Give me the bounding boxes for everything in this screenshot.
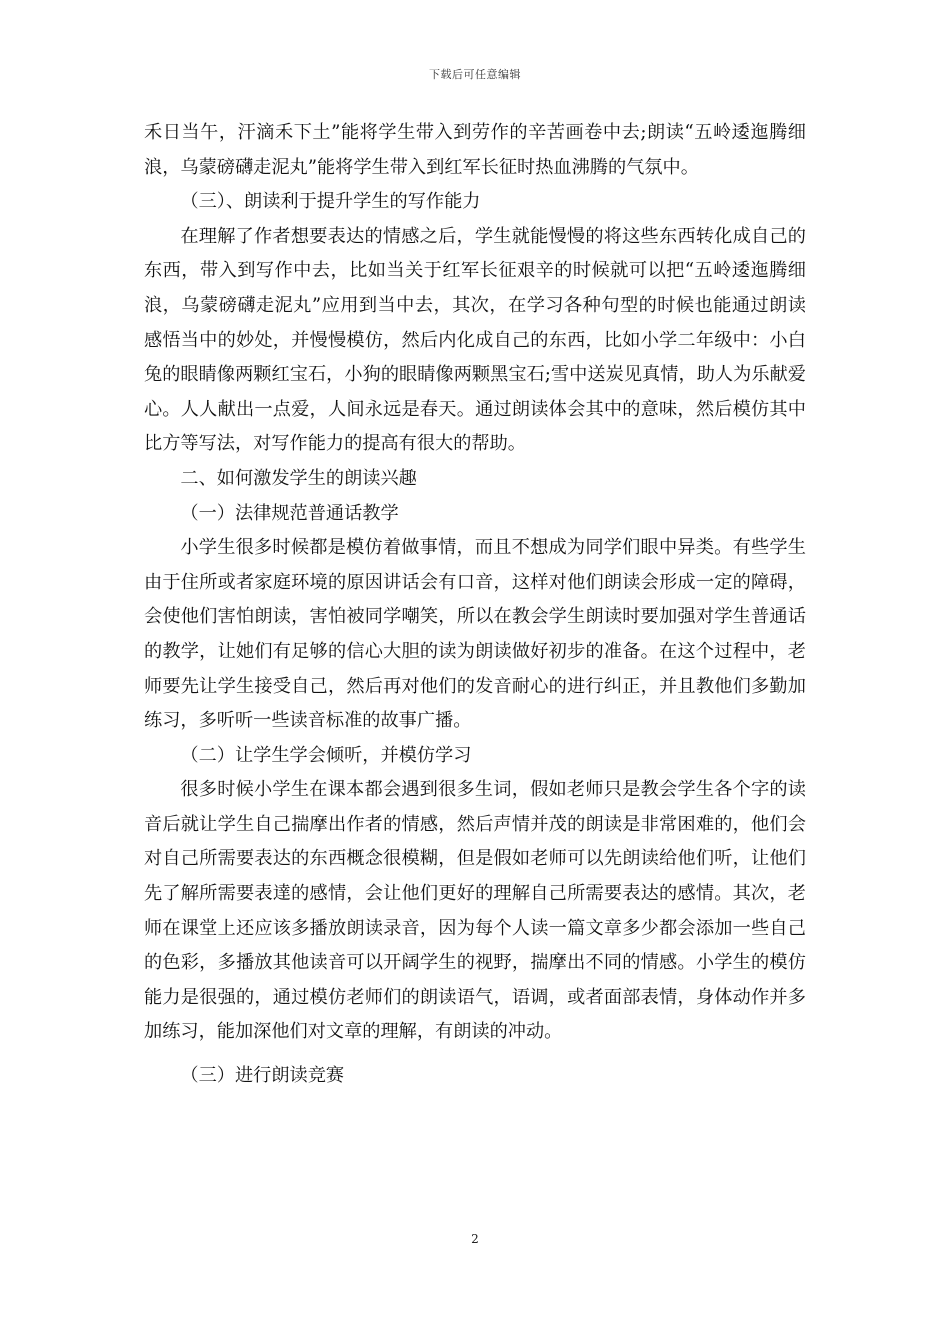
paragraph: 很多时候小学生在课本都会遇到很多生词，假如老师只是教会学生各个字的读音后就让学生自己揣摩出作者的情感，然后声情并茂的朗读是非常困难的，他们会对自己所需要表达的东西概念很模糊，但是假如老师可以先朗读给他们听，让他们先了解所需要表達的感情，会让他们更好的理解自己所需要表达的感情。其次，老师在课堂上还应该多播放朗读录音，因为每个人读一篇文章多少都会添加一些自己的色彩，多播放其他读音可以开阔学生的视野，揣摩出不同的情感。小学生的模仿能力是很强的，通过模仿老师们的朗读语气，语调，或者面部表情，身体动作并多加练习，能加深他们对文章的理解，有朗读的冲动。 xyxy=(144,779,806,1043)
section-heading: （三）、朗读利于提升学生的写作能力 xyxy=(180,191,481,213)
paragraph-continuation: 禾日当午，汗滴禾下土”能将学生带入到劳作的辛苦画卷中去;朗读“五岭逶迤腾细浪，乌蒙磅礴走泥丸”能将学生带入到红军长征时热血沸腾的气氛中。 xyxy=(144,122,806,178)
section-heading: 二、如何激发学生的朗读兴趣 xyxy=(180,467,417,489)
page-number: 2 xyxy=(471,1232,479,1246)
paragraph: 在理解了作者想要表达的情感之后，学生就能慢慢的将这些东西转化成自己的东西，带入到写作中去，比如当关于红军长征艰辛的时候就可以把“五岭逶迤腾细浪，乌蒙磅礴走泥丸”应用到当中去，其次，在学习各种句型的时候也能通过朗读感悟当中的妙处，并慢慢模仿，然后内化成自己的东西，比如小学二年级中：小白兔的眼睛像两颗红宝石，小狗的眼睛像两颗黑宝石;雪中送炭见真情，助人为乐献爱心。人人献出一点爱，人间永远是春天。通过朗读体会其中的意味，然后模仿其中比方等写法，对写作能力的提高有很大的帮助。 xyxy=(144,225,806,455)
paragraph: 小学生很多时候都是模仿着做事情，而且不想成为同学们眼中异类。有些学生由于住所或者家庭环境的原因讲话会有口音，这样对他们朗读会形成一定的障碍，会使他们害怕朗读，害怕被同学嘲笑，所以在教会学生朗读时要加强对学生普通话的教学，让她们有足够的信心大胆的读为朗读做好初步的准备。在这个过程中，老师要先让学生接受自己，然后再对他们的发音耐心的进行纠正，并且教他们多勤加练习，多听听一些读音标准的故事广播。 xyxy=(144,537,806,732)
page-header: 下载后可任意编辑 xyxy=(429,68,521,81)
section-heading: （一）法律规范普通话教学 xyxy=(180,502,399,524)
document-body xyxy=(144,116,806,1094)
section-heading: （二）让学生学会倾听，并模仿学习 xyxy=(180,744,472,766)
section-heading: （三）进行朗读竞赛 xyxy=(180,1065,345,1087)
